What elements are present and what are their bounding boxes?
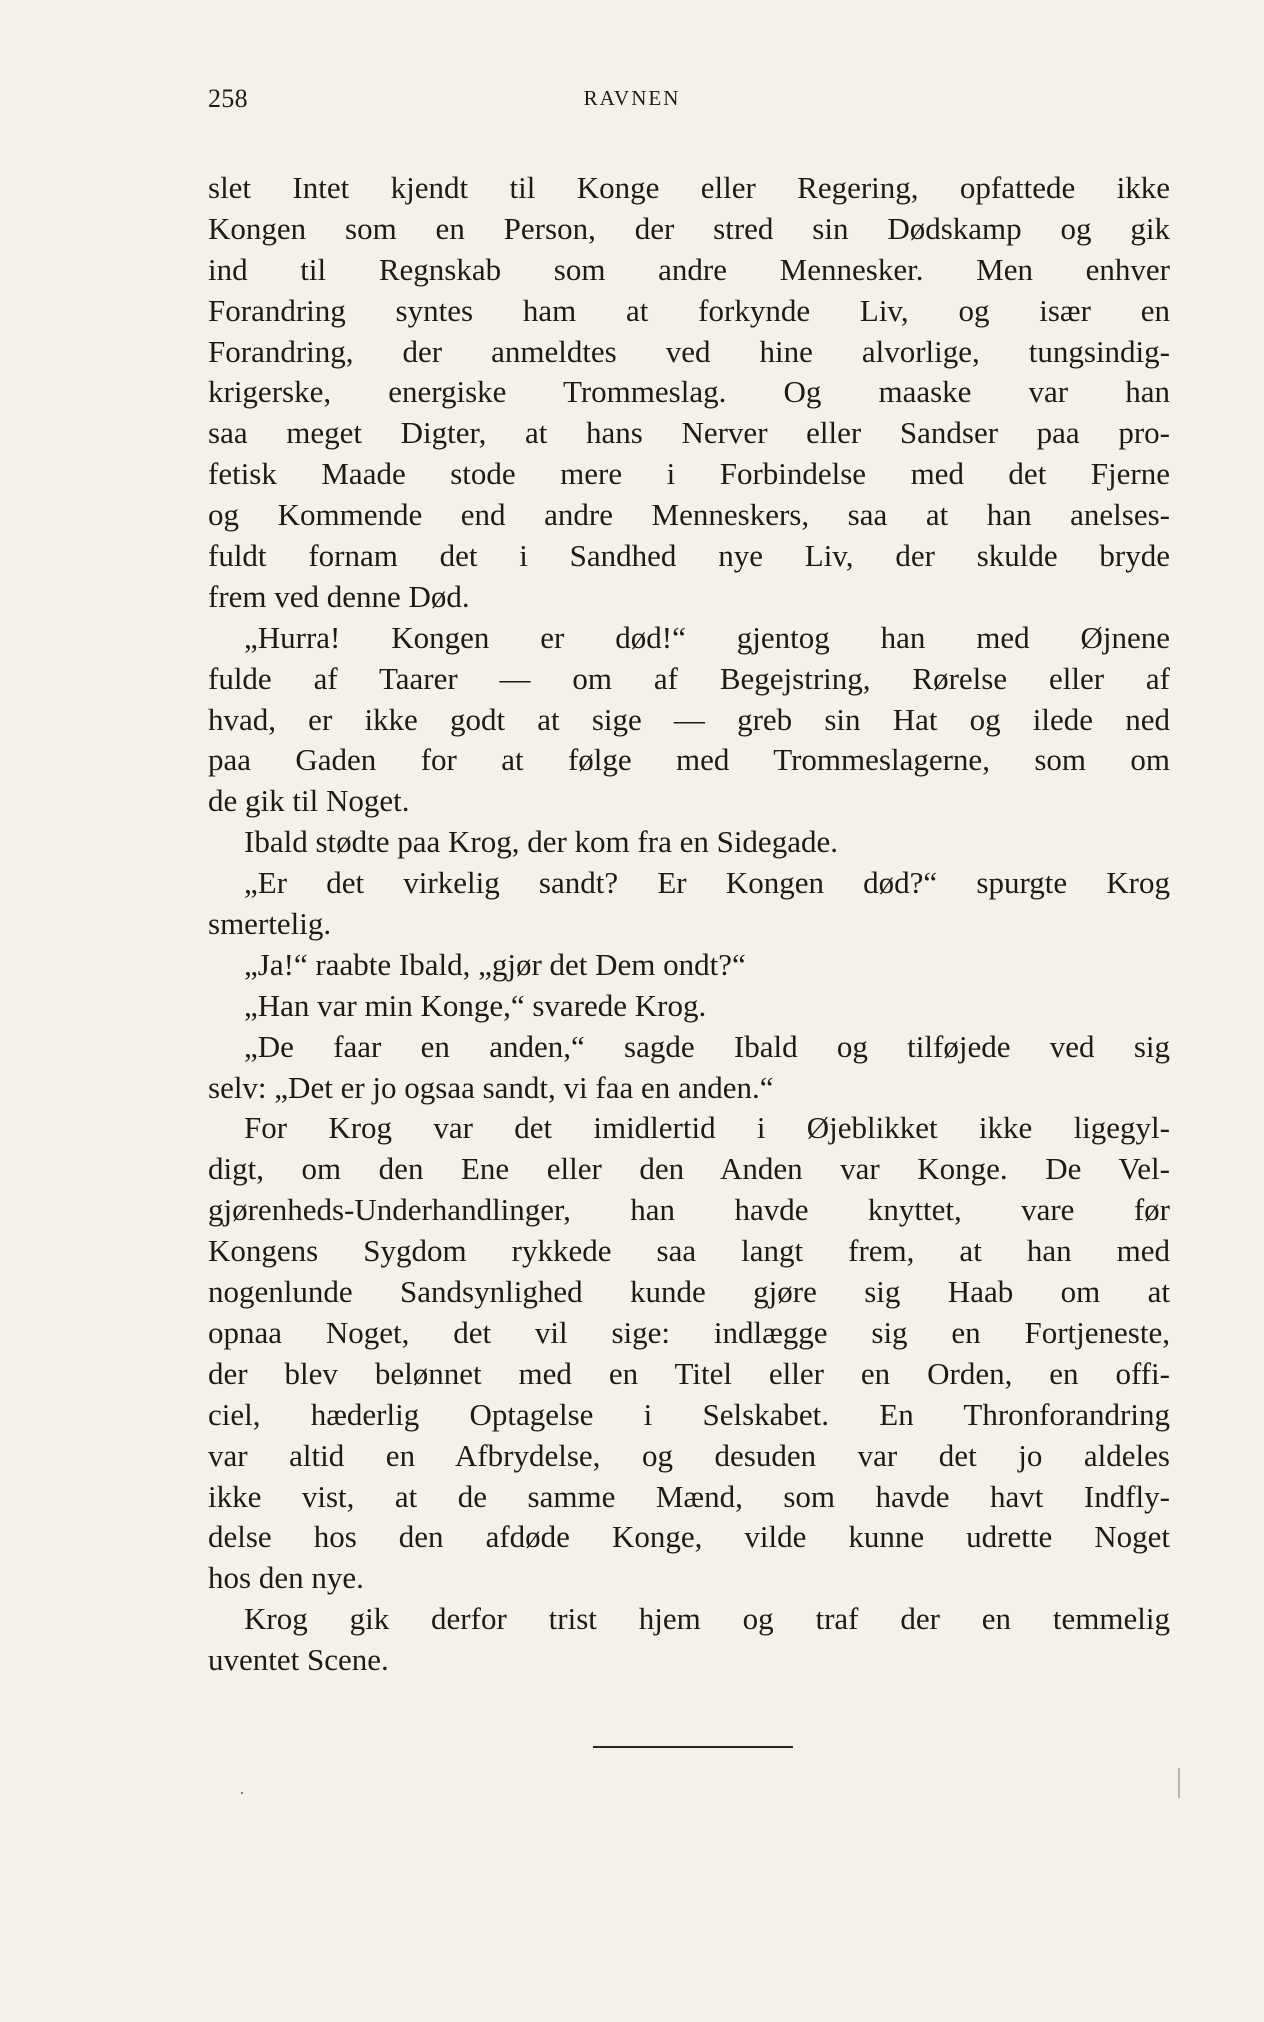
text-line: selv: „Det er jo ogsaa sandt, vi faa en anden.“: [208, 1069, 774, 1105]
text-line: Kongen som en Person, der stred sin Dødskamp og gik: [208, 210, 1170, 246]
text-line: „Han var min Konge,“ svarede Krog.: [244, 987, 707, 1023]
text-line: ciel, hæderlig Optagelse i Selskabet. En Thronforandring: [208, 1396, 1170, 1432]
text-line: „Ja!“ raabte Ibald, „gjør det Dem ondt?“: [244, 946, 746, 982]
text-line: For Krog var det imidlertid i Øjeblikket ikke ligegyl-: [244, 1110, 1170, 1146]
running-title: RAVNEN: [583, 86, 681, 110]
text-line: Krog gik derfor trist hjem og traf der en temmelig: [244, 1601, 1170, 1637]
text-line: hvad, er ikke godt at sige — greb sin Hat og ilede ned: [208, 701, 1170, 737]
text-line: „Hurra! Kongen er død!“ gjentog han med Øjnene: [244, 619, 1170, 655]
text-line: de gik til Noget.: [208, 783, 410, 819]
text-line: uventet Scene.: [208, 1642, 389, 1678]
text-line: saa meget Digter, at hans Nerver eller Sandser paa pro-: [208, 415, 1170, 451]
text-line: digt, om den Ene eller den Anden var Konge. De Vel-: [208, 1151, 1170, 1187]
text-line: paa Gaden for at følge med Trommeslagerne, som om: [208, 742, 1170, 778]
text-line: frem ved denne Død.: [208, 578, 470, 614]
body-text: [208, 168, 1170, 1681]
text-line: og Kommende end andre Menneskers, saa at han anelses-: [208, 497, 1170, 533]
text-line: Forandring syntes ham at forkynde Liv, og især en: [208, 292, 1170, 328]
text-line: ind til Regnskab som andre Mennesker. Men enhver: [208, 251, 1170, 287]
text-line: var altid en Afbrydelse, og desuden var det jo aldeles: [208, 1437, 1170, 1473]
chapter-end-rule: [593, 1746, 793, 1748]
text-line: hos den nye.: [208, 1560, 364, 1596]
paper-speck: [241, 1792, 243, 1794]
text-line: fetisk Maade stode mere i Forbindelse med det Fjerne: [208, 456, 1170, 492]
text-line: fulde af Taarer — om af Begejstring, Rørelse eller af: [208, 660, 1170, 696]
paper-mark: [1178, 1768, 1180, 1798]
text-line: delse hos den afdøde Konge, vilde kunne udrette Noget: [208, 1519, 1170, 1555]
text-line: ikke vist, at de samme Mænd, som havde havt Indfly-: [208, 1478, 1170, 1514]
text-line: smertelig.: [208, 906, 332, 942]
text-line: „Er det virkelig sandt? Er Kongen død?“ spurgte Krog: [244, 865, 1170, 901]
text-line: opnaa Noget, det vil sige: indlægge sig en Fortjeneste,: [208, 1314, 1170, 1350]
text-line: Forandring, der anmeldtes ved hine alvorlige, tungsindig-: [208, 333, 1170, 369]
text-line: der blev belønnet med en Titel eller en Orden, en offi-: [208, 1355, 1170, 1391]
text-line: krigerske, energiske Trommeslag. Og maaske var han: [208, 374, 1170, 410]
text-line: nogenlunde Sandsynlighed kunde gjøre sig Haab om at: [208, 1274, 1170, 1310]
text-line: Ibald stødte paa Krog, der kom fra en Sidegade.: [244, 824, 838, 860]
text-line: fuldt fornam det i Sandhed nye Liv, der skulde bryde: [208, 538, 1170, 574]
text-line: slet Intet kjendt til Konge eller Regering, opfattede ikke: [208, 170, 1170, 205]
page-number: 258: [208, 84, 248, 113]
text-line: Kongens Sygdom rykkede saa langt frem, at han med: [208, 1233, 1170, 1269]
text-line: gjørenheds-Underhandlinger, han havde knyttet, vare før: [208, 1192, 1170, 1228]
text-line: „De faar en anden,“ sagde Ibald og tilføjede ved sig: [244, 1028, 1170, 1064]
